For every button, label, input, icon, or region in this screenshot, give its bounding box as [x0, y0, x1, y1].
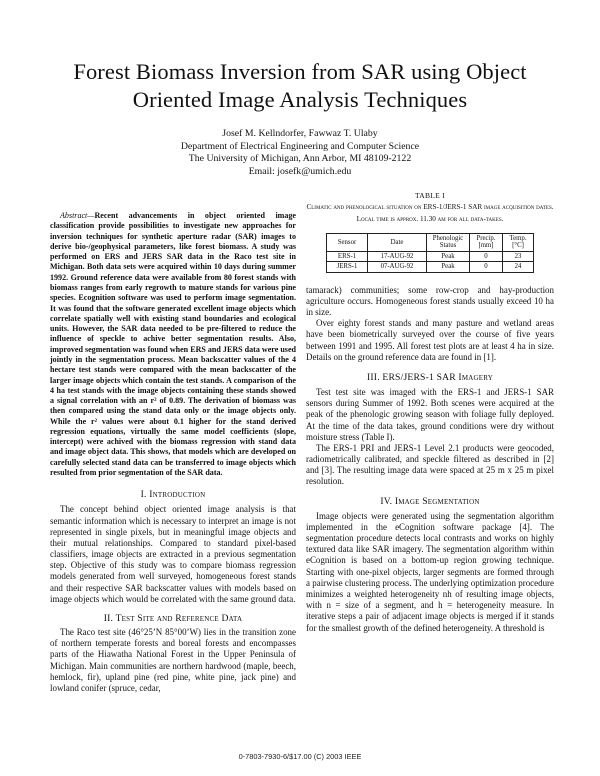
test-site-paragraph-continued: tamarack) communities; some row-crop and hay-production agriculture occurs. Homogeneous forest stands usually exceed 10 ha in size.: [306, 284, 554, 317]
author-block: [60, 128, 540, 178]
table-cell: Peak: [427, 262, 470, 272]
table-label: TABLE I: [414, 191, 446, 200]
imagery-paragraph-1: Test test site was imaged with the ERS-1 and JERS-1 SAR sensors during Summer of 1992. Both scenes were acquired at the peak of the phenologic growing season with foliage fully deployed. At the time of the data takes, ground conditions were dry without moisture stress (Table I).: [306, 386, 554, 442]
abstract-text: Recent advancements in object oriented image classification provide possibilities to investigate new approaches for inversion techniques for synthetic aperture radar (SAR) images to derive bio-/geophysical parameters, like forest biomass. A study was performed on ERS and JERS SAR data in the Raco test site in Michigan. Both data sets were acquired within 10 days during summer 1992. Ground reference data were available from 80 forest stands with biomass ranges from early regrowth to mature stands for various pine species. Ecognition software was used to perform image segmentation. It was found that the software generated excellent image objects which correlate spatially well with existing stand boundaries and ecological units. However, the SAR data needed to be pre-filtered to reduce the influence of speckle to achive better segmentation results. Also, improved segmentation was found when ERS and JERS data were used jointly in the segmentation process. Mean backscatter values of the 4 hectare test stands were compared with the mean backscatter of the larger image objects which contain the test stands. A comparison of the 4 ha test stands with the image objects containing these stands showed a signal correlation with an r² of 0.89. The derivation of biomass was then compared using the stand data only or the image objects only. While the r² values were about 0.1 higher for the stand derived regression equations, virtually the same model coefficients (slope, intercept) were achived with the biomass regression with stand data and image object data. This shows, that models which are developed on carefully selected stand data can be transferred to image objects which resulted from prior segmentation of the SAR data.: [50, 211, 296, 478]
author-university: The University of Michigan, Ann Arbor, MI 48109-2122: [188, 153, 412, 165]
acquisition-table: [326, 233, 534, 273]
abstract-lead: Abstract: [60, 211, 88, 220]
table-row: [327, 251, 534, 261]
table-header-cell: Phenologic Status: [427, 234, 470, 252]
author-email: Email: josefk@umich.edu: [248, 165, 352, 177]
table-header-cell: Date: [368, 234, 427, 252]
test-site-paragraph-2: Over eighty forest stands and many pasture and wetland areas have been biometrically surveyed over the course of five years between 1991 and 1995. All forest test plots are at least 4 ha in size. Details on the ground reference data are found in [1].: [306, 318, 554, 362]
table-header-cell: Temp. [°C]: [503, 234, 534, 252]
paper-title: Forest Biomass Inversion from SAR using Object Oriented Image Analysis Techniques: [73, 59, 527, 112]
section-heading-segmentation: IV. Image Segmentation: [380, 495, 480, 507]
segmentation-paragraph: Image objects were generated using the segmentation algorithm implemented in the eCognition software package [4]. The segmentation procedure detects local contrasts and works on highly textured data like SAR imagery. The segmentation algorithm within eCognition is based on a bottom-up region growing technique. Starting with one-pixel objects, larger segments are formed through a pairwise clustering process. The underlying optimization procedure minimizes a weighted heterogeneity nh of resulting image objects, with n = size of a segment, and h = heterogeneity measure. In iterative steps a pair of adjacent image objects is merged if it stands for the smallest growth of the defined heterogeneity. A threshold is: [306, 510, 554, 633]
section-heading-test-site: II. Test Site and Reference Data: [103, 613, 243, 624]
abstract: [50, 211, 296, 478]
section-heading-introduction: I. Introduction: [140, 489, 206, 501]
table-cell: 0: [470, 251, 503, 261]
table-cell: Peak: [427, 251, 470, 261]
copyright-footer: 0-7803-7930-6/$17.00 (C) 2003 IEEE: [238, 752, 362, 761]
table-cell: ERS-1: [327, 251, 368, 261]
section-heading-imagery: III. ERS/JERS-1 SAR Imagery: [367, 371, 493, 383]
table-header-row: [327, 234, 534, 252]
table-cell: JERS-1: [327, 262, 368, 272]
table-row: [327, 262, 534, 272]
table-cell: 17-AUG-92: [368, 251, 427, 261]
author-department: Department of Electrical Engineering and Computer Science: [180, 140, 420, 152]
table-cell: 07-AUG-92: [368, 262, 427, 272]
table-caption: Climatic and phenological situation on ERS-1/JERS-1 SAR image acquisition dates. Local time is approx. 11.30 am for all data-takes.: [306, 203, 554, 223]
table-cell: 24: [503, 262, 534, 272]
imagery-paragraph-2: The ERS-1 PRI and JERS-1 Level 2.1 products were geocoded, radiometrically calibrated, and speckle filtered as described in [2] and [3]. The resulting image data were spaced at 25 m x 25 m pixel resolution.: [306, 442, 554, 487]
table-header-cell: Sensor: [327, 234, 368, 252]
table-cell: 0: [470, 262, 503, 272]
abstract-dash: —: [87, 211, 95, 220]
right-column: [306, 191, 554, 634]
introduction-paragraph: The concept behind object oriented image analysis is that semantic information which is necessary to interpret an image is not represented in single pixels, but in meaningful image objects and their mutual relationships. Compared to standard pixel-based classifiers, image objects are extracted in a previous segmentation step. Objective of this study was to compare biomass regression models generated from well surveyed, homogeneous forest stands and their respective SAR backscatter values with models based on image objects which would be correlated with the same ground data.: [50, 504, 296, 604]
author-names: Josef M. Kellndorfer, Fawwaz T. Ulaby: [222, 128, 378, 139]
left-column: [50, 211, 296, 694]
table-cell: 23: [503, 251, 534, 261]
table-header-cell: Precip. [mm]: [470, 234, 503, 252]
test-site-paragraph: The Raco test site (46°25’N 85°00’W) lies in the transition zone of northern temperate forests and boreal forests and encompasses parts of the Hiawatha National Forest in the Upper Peninsula of Michigan. Main communities are northern hardwood (maple, beech, hemlock, fir), upland pine (red pine, white pine, jack pine) and lowland conifer (spruce, cedar,: [50, 627, 296, 693]
